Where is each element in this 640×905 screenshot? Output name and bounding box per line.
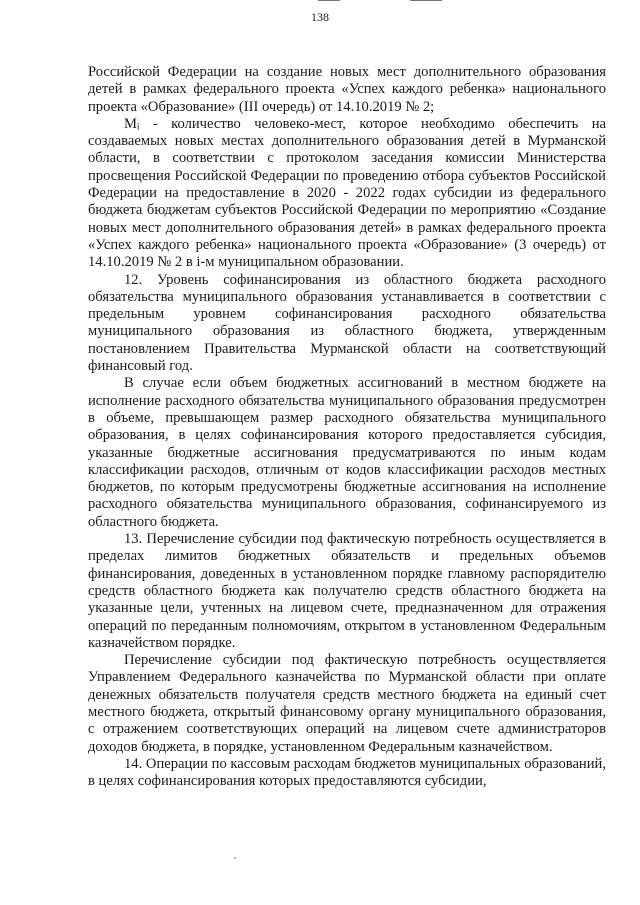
page-number: 138 <box>311 10 329 24</box>
paragraph-13-transfer: Перечисление субсидии под фактическую потребность осуществляется Управлением Федерального казначейства по Мурманской области при оплате денежных обязательств получателя средств местного бюджета на единый счет местного бюджета, открытый финансовому органу муниципального образования, с отражением соответствующих операций на лицевом счете администраторов доходов бюджета, в порядке, установленном Федеральным казначейством. <box>88 652 606 755</box>
scan-speck <box>234 857 236 859</box>
paragraph-13: 13. Перечисление субсидии под фактическую потребность осуществляется в пределах лимитов бюджетных обязательств и предельных объемов финансирования, доведенных в установленном порядке главному распорядителю средств областного бюджета как получателю средств областного бюджета на указанные цели, учтенных на лицевом счете, предназначенном для отражения операций по переданным полномочиям, открытом в установленном Федеральным казначейством порядке. <box>88 531 606 651</box>
paragraph-continuation: Российской Федерации на создание новых мест дополнительного образования детей в рамках федерального проекта «Успех каждого ребенка» национального проекта «Образование» (III очередь) от 14.10.2019 № 2; <box>88 64 606 115</box>
paragraph-14: 14. Операции по кассовым расходам бюджетов муниципальных образований, в целях софинансирования которых предоставляются субсидии, <box>88 755 606 790</box>
paragraph-mi-definition: Mᵢ - количество человеко-мест, которое необходимо обеспечить на создаваемых новых местах дополнительного образования детей в Мурманской области, в соответствии с протоколом заседания комиссии Министерства просвещения Российской Федерации по проведению отбора субъектов Российской Федерации на предоставление в 2020 - 2022 годах субсидии из федерального бюджета бюджетам субъектов Российской Федерации по мероприятию «Создание новых мест дополнительного образования детей» в рамках федерального проекта «Успех каждого ребенка» национального проекта «Образование» (3 очередь) от 14.10.2019 № 2 в i-м муниципальном образовании. <box>88 115 606 271</box>
top-scan-mark-right <box>410 0 442 1</box>
top-scan-mark-left <box>318 0 340 1</box>
document-body <box>88 64 606 790</box>
paragraph-12-budget-allocation: В случае если объем бюджетных ассигнований в местном бюджете на исполнение расходного обязательства муниципального образования предусмотрен в объеме, превышающем размер расходного обязательства муниципального образования, в целях софинансирования которого предоставляется субсидия, указанные бюджетные ассигнования предусматриваются по иным кодам классификации расходов, отличным от кодов классификации расходов местных бюджетов, по которым предусмотрены бюджетные ассигнования на исполнение расходного обязательства муниципального образования, софинансируемого из областного бюджета. <box>88 375 606 530</box>
paragraph-12: 12. Уровень софинансирования из областного бюджета расходного обязательства муниципального образования устанавливается в соответствии с предельным уровнем софинансирования расходного обязательства муниципального образования из областного бюджета, утвержденным постановлением Правительства Мурманской области на соответствующий финансовый год. <box>88 271 606 375</box>
